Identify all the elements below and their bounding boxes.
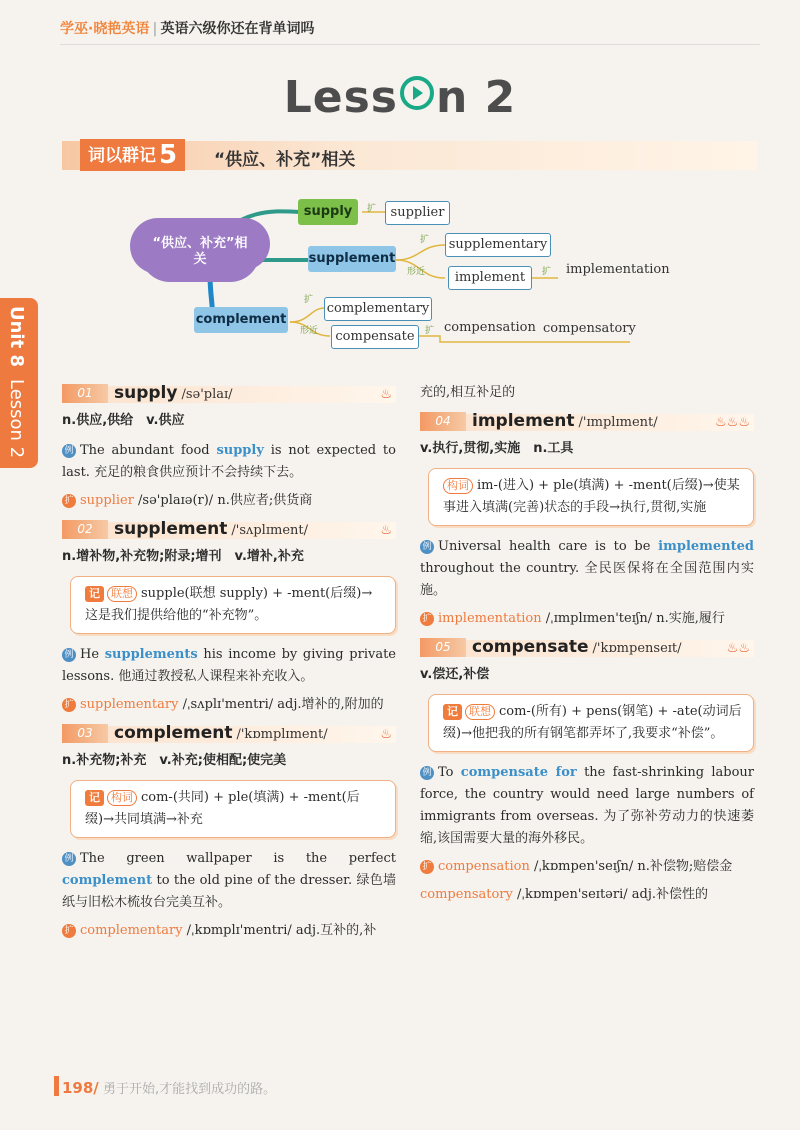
mindmap-implement: implement xyxy=(448,266,532,290)
example-en-b: his income by giving private lessons. xyxy=(62,647,396,684)
mindmap-tag: 扩 xyxy=(367,204,377,214)
mindmap-tag: 扩 xyxy=(425,326,435,336)
page-title xyxy=(0,72,800,123)
example-en-a: The green wallpaper is the perfect xyxy=(80,851,396,866)
extension-detail: /ˌkɒmplɪ'mentri/ adj.互补的,补 xyxy=(182,923,377,938)
entry-header xyxy=(62,382,396,406)
extension xyxy=(62,490,396,512)
phonetic: /'ɪmplɪment/ xyxy=(578,415,658,430)
example xyxy=(420,536,754,602)
example xyxy=(420,762,754,850)
header-rule xyxy=(60,44,760,45)
extension-icon: 扩 xyxy=(420,612,434,626)
entry-headword xyxy=(114,382,233,406)
example-zh: 充足的粮食供应预计不会持续下去。 xyxy=(94,465,303,480)
extension-word: supplier xyxy=(80,493,134,508)
phonetic: /'kɒmplɪment/ xyxy=(236,727,328,742)
extension-word: compensation xyxy=(438,859,530,874)
flame-icon: ♨♨ xyxy=(726,641,750,656)
entry-number: 01 xyxy=(62,384,108,403)
mindmap-compensatory: compensatory xyxy=(543,321,636,336)
example-zh: 他通过教授私人课程来补充收入。 xyxy=(118,669,314,684)
mindmap-supplier: supplier xyxy=(385,201,450,225)
headword: supplement xyxy=(114,519,228,539)
mindmap-implementation: implementation xyxy=(566,262,670,277)
example-zh: 全民医保将在全国范围内实施。 xyxy=(420,561,754,598)
extension xyxy=(62,920,396,942)
example xyxy=(62,644,396,688)
flame-icon: ♨ xyxy=(380,727,392,742)
extension-word: implementation xyxy=(438,611,542,626)
section-title: “供应、补充”相关 xyxy=(214,150,356,170)
memo-text: com-(共同) + ple(填满) + -ment(后缀)→共同填满→补充 xyxy=(85,790,360,827)
entry-header xyxy=(420,410,754,434)
title-left: Less xyxy=(283,72,398,123)
section-tag-text: 词以群记 xyxy=(88,146,156,166)
memo-type: 联想 xyxy=(107,586,137,602)
mindmap-complementary: complementary xyxy=(324,297,432,321)
example-en-b: the fast-shrinking labour force, the country would need large numbers of immigrants from overseas. xyxy=(420,765,754,824)
example-highlight: complement xyxy=(62,873,153,888)
example-en-a: To xyxy=(438,765,461,780)
extension-icon: 扩 xyxy=(62,494,76,508)
headword: complement xyxy=(114,723,233,743)
mindmap-compensation: compensation xyxy=(444,320,536,335)
title-right: n 2 xyxy=(436,72,517,123)
running-header xyxy=(60,18,314,38)
example-highlight: supply xyxy=(216,443,264,458)
mindmap-tag: 扩 xyxy=(542,267,552,277)
part-of-speech: v.执行,贯彻,实施 n.工具 xyxy=(420,441,574,456)
entry-headword xyxy=(472,636,682,660)
side-lesson: Lesson 2 xyxy=(6,379,27,459)
mindmap-compensate: compensate xyxy=(331,325,419,349)
extension-detail: /sə'plaɪə(r)/ n.供应者;供货商 xyxy=(133,493,313,508)
footer-motto: 勇于开始,才能找到成功的路。 xyxy=(102,1082,277,1097)
header-divider: | xyxy=(152,21,158,37)
play-circle-icon xyxy=(400,76,434,110)
footer-accent xyxy=(54,1076,59,1096)
example-en-b: to the old pine of the dresser. xyxy=(152,873,357,888)
left-column xyxy=(62,382,396,948)
entry-header xyxy=(420,636,754,660)
entry-headword xyxy=(114,518,308,542)
entry-headword xyxy=(472,410,658,434)
entry-number: 02 xyxy=(62,520,108,539)
phonetic: /'kɒmpenseɪt/ xyxy=(592,641,682,656)
extension-word: compensatory xyxy=(420,887,513,902)
headword: implement xyxy=(472,411,575,431)
example-en-a: The abundant food xyxy=(80,443,217,458)
example-highlight: compensate for xyxy=(460,765,577,780)
page-number: 198/ xyxy=(62,1079,99,1097)
headword: compensate xyxy=(472,637,589,657)
entry-number: 04 xyxy=(420,412,466,431)
extension xyxy=(420,856,754,878)
example-icon: 例 xyxy=(62,852,76,866)
mindmap-tag: 形近 xyxy=(300,326,319,336)
memo-icon: 记 xyxy=(443,704,462,720)
right-column xyxy=(420,382,754,912)
memo-type: 构词 xyxy=(107,790,137,806)
phonetic: /sə'plaɪ/ xyxy=(181,387,233,402)
example-icon: 例 xyxy=(62,648,76,662)
extension-word: supplementary xyxy=(80,697,179,712)
entry-number: 05 xyxy=(420,638,466,657)
example-highlight: implemented xyxy=(658,539,754,554)
section-tag xyxy=(80,139,185,171)
mindmap-tag: 扩 xyxy=(420,235,430,245)
mindmap-root: “供应、补充”相关 xyxy=(152,236,248,267)
memo-icon: 记 xyxy=(85,586,104,602)
example-en-a: He xyxy=(80,647,105,662)
mindmap-complement: complement xyxy=(194,307,288,333)
extension-icon: 扩 xyxy=(62,698,76,712)
memory-box xyxy=(428,468,754,526)
part-of-speech: n.补充物;补充 v.补充;使相配;使完美 xyxy=(62,753,287,768)
example-zh: 为了弥补劳动力的快速萎缩,该国需要大量的海外移民。 xyxy=(420,809,754,846)
example xyxy=(62,848,396,914)
memo-icon: 记 xyxy=(85,790,104,806)
example-en-b: is not expected to last. xyxy=(62,443,396,480)
extension-detail: /ˌsʌplɪ'mentri/ adj.增补的,附加的 xyxy=(178,697,384,712)
memo-text: com-(所有) + pens(钢笔) + -ate(动词后缀)→他把我的所有钢笔都弄坏了,我要求“补偿”。 xyxy=(443,704,742,741)
extension-detail: /ˌkɒmpen'seɪtəri/ adj.补偿性的 xyxy=(512,887,708,902)
memo-type: 构词 xyxy=(443,478,473,494)
example-zh: 绿色墙纸与旧松木梳妆台完美互补。 xyxy=(62,873,396,910)
example-highlight: supplements xyxy=(104,647,198,662)
memo-text: supple(联想 supply) + -ment(后缀)→这是我们提供给他的“补充物”。 xyxy=(85,586,373,623)
mindmap-supply: supply xyxy=(298,199,358,225)
book-subtitle: 英语六级你还在背单词吗 xyxy=(160,21,315,37)
memory-box xyxy=(70,780,396,838)
part-of-speech: n.供应,供给 v.供应 xyxy=(62,413,185,428)
page-footer xyxy=(62,1078,276,1097)
example-en-a: Universal health care is to be xyxy=(438,539,659,554)
entry-header xyxy=(62,722,396,746)
memo-text: im-(进入) + ple(填满) + -ment(后缀)→使某事进入填满(完善)状态的手段→执行,贯彻,实施 xyxy=(443,478,740,515)
headword: supply xyxy=(114,383,178,403)
example xyxy=(62,440,396,484)
extension xyxy=(420,884,754,906)
entry-headword xyxy=(114,722,328,746)
extension-word: complementary xyxy=(80,923,183,938)
flame-icon: ♨ xyxy=(380,523,392,538)
part-of-speech: n.增补物,补充物;附录;增刊 v.增补,补充 xyxy=(62,549,304,564)
memo-type: 联想 xyxy=(465,704,495,720)
flame-icon: ♨♨♨ xyxy=(715,415,750,430)
phonetic: /'sʌplɪment/ xyxy=(231,523,308,538)
brand-name: 学巫·晓艳英语 xyxy=(60,21,150,37)
example-icon: 例 xyxy=(420,766,434,780)
extension-detail: /ˌkɒmpen'seɪʃn/ n.补偿物;赔偿金 xyxy=(529,859,733,874)
entry-header xyxy=(62,518,396,542)
side-tab-text xyxy=(6,306,27,458)
entry-number: 03 xyxy=(62,724,108,743)
memory-box xyxy=(70,576,396,634)
memory-box xyxy=(428,694,754,752)
extension-detail: /ˌɪmplɪmen'teɪʃn/ n.实施,履行 xyxy=(541,611,725,626)
side-unit: Unit 8 xyxy=(6,306,27,367)
part-of-speech: v.偿还,补偿 xyxy=(420,667,490,682)
example-icon: 例 xyxy=(420,540,434,554)
extension xyxy=(62,694,396,716)
extension xyxy=(420,608,754,630)
mindmap-tag: 扩 xyxy=(304,295,314,305)
example-en-b: throughout the country. xyxy=(420,561,585,576)
extension-icon: 扩 xyxy=(62,924,76,938)
example-icon: 例 xyxy=(62,444,76,458)
mindmap-supplementary: supplementary xyxy=(445,233,551,257)
mindmap-supplement: supplement xyxy=(308,246,396,272)
section-tag-number: 5 xyxy=(159,140,178,170)
continuation: 充的,相互补足的 xyxy=(420,385,516,400)
flame-icon: ♨ xyxy=(380,387,392,402)
extension-icon: 扩 xyxy=(420,860,434,874)
mindmap-tag: 形近 xyxy=(407,267,426,277)
